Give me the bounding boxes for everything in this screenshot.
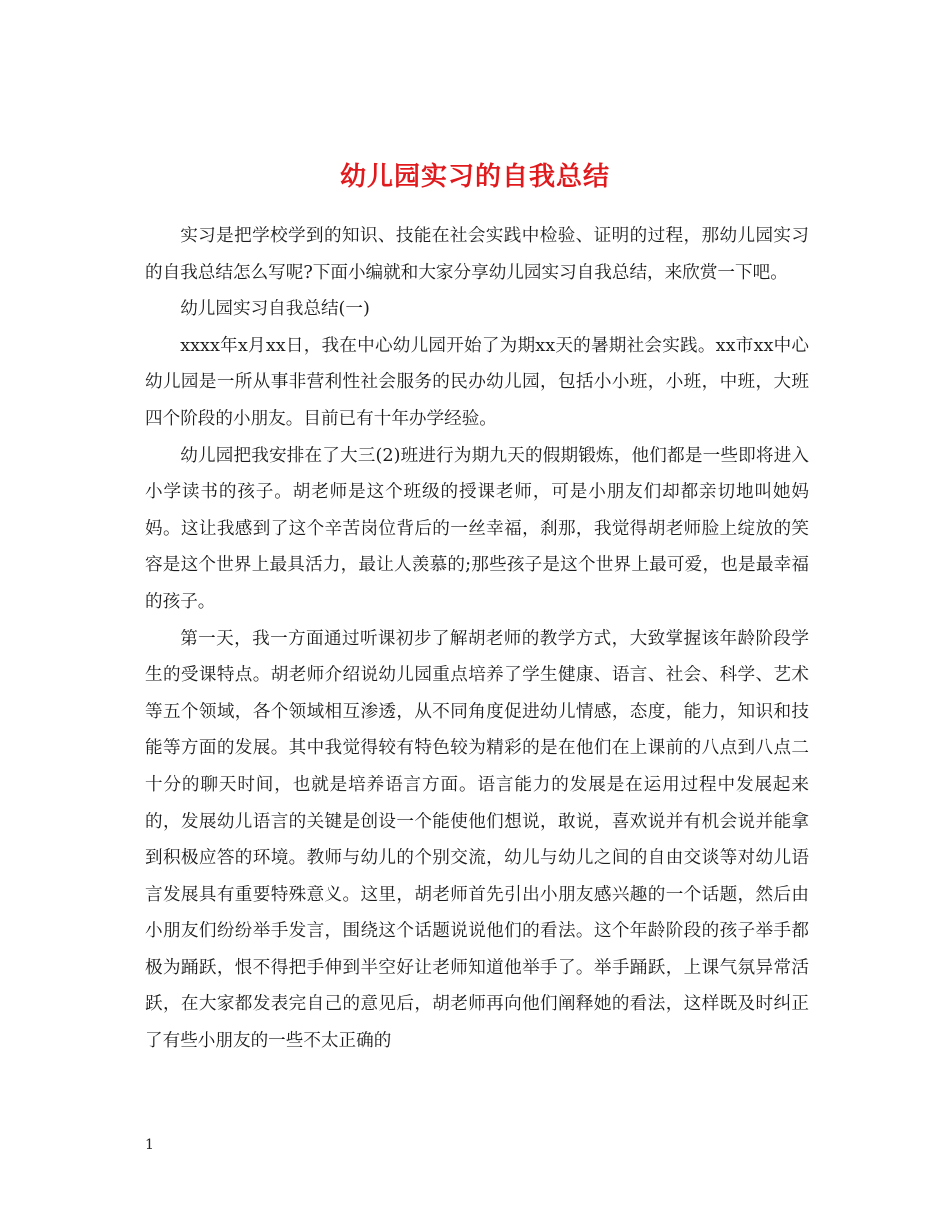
- intro-paragraph: 实习是把学校学到的知识、技能在社会实践中检验、证明的过程，那幼儿园实习的自我总结怎么写呢?下面小编就和大家分享幼儿园实习自我总结，来欣赏一下吧。: [145, 226, 809, 283]
- document-body: [145, 218, 809, 1060]
- body-paragraph: 第一天，我一方面通过听课初步了解胡老师的教学方式，大致掌握该年龄阶段学生的受课特点。胡老师介绍说幼儿园重点培养了学生健康、语言、社会、科学、艺术等五个领域，各个领域相互渗透，从不同角度促进幼儿情感，态度，能力，知识和技能等方面的发展。其中我觉得较有特色较为精彩的是在他们在上课前的八点到八点二十分的聊天时间，也就是培养语言方面。语言能力的发展是在运用过程中发展起来的，发展幼儿语言的关键是创设一个能使他们想说，敢说，喜欢说并有机会说并能拿到积极应答的环境。教师与幼儿的个别交流，幼儿与幼儿之间的自由交谈等对幼儿语言发展具有重要特殊意义。这里，胡老师首先引出小朋友感兴趣的一个话题，然后由小朋友们纷纷举手发言，围绕这个话题说说他们的看法。这个年龄阶段的孩子举手都极为踊跃，恨不得把手伸到半空好让老师知道他举手了。举手踊跃，上课气氛异常活跃，在大家都发表完自己的意见后，胡老师再向他们阐释她的看法，这样既及时纠正了有些小朋友的一些不太正确的: [145, 628, 809, 1052]
- section-heading: 幼儿园实习自我总结(一): [180, 299, 370, 320]
- body-paragraph: 幼儿园把我安排在了大三(2)班进行为期九天的假期锻炼，他们都是一些即将进入小学读书的孩子。胡老师是这个班级的授课老师，可是小朋友们却都亲切地叫她妈妈。这让我感到了这个辛苦岗位背后的一丝幸福，刹那，我觉得胡老师脸上绽放的笑容是这个世界上最具活力，最让人羡慕的;那些孩子是这个世界上最可爱，也是最幸福的孩子。: [145, 445, 809, 612]
- body-paragraph: xxxx年x月xx日，我在中心幼儿园开始了为期xx天的暑期社会实践。xx市xx中心幼儿园是一所从事非营利性社会服务的民办幼儿园，包括小小班，小班，中班，大班四个阶段的小朋友。目前已有十年办学经验。: [145, 335, 809, 429]
- page-number: 1: [145, 1137, 154, 1153]
- document-title: 幼儿园实习的自我总结: [339, 162, 610, 193]
